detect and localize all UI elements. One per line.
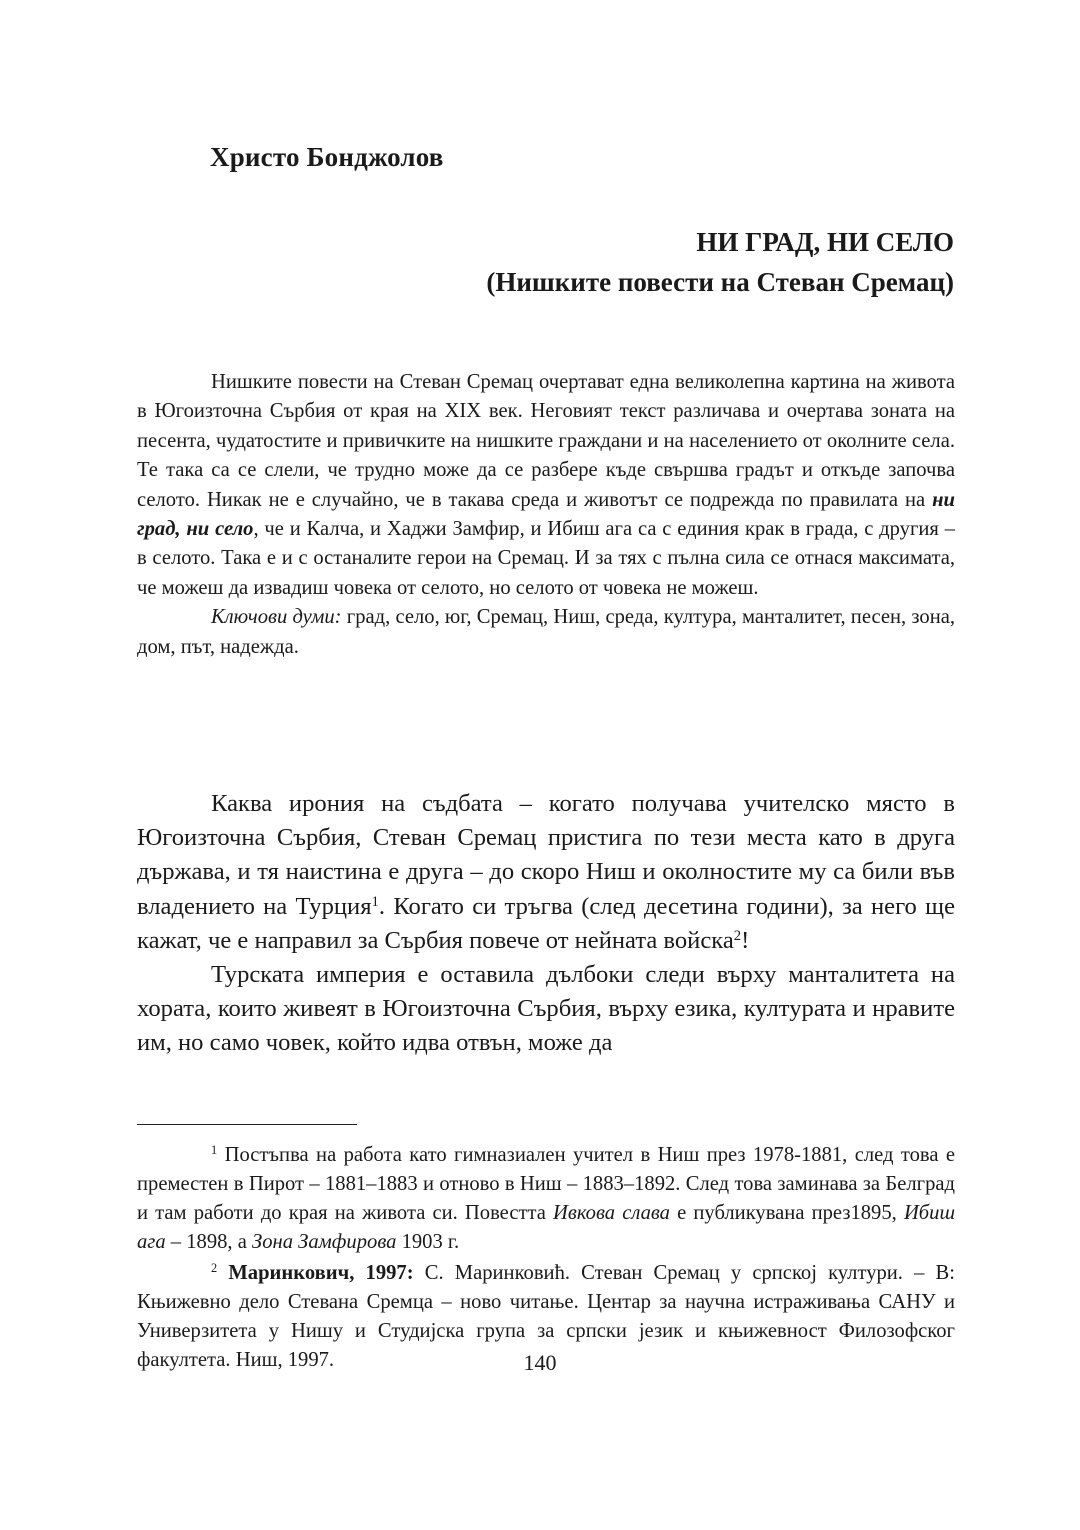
author-name: Христо Бонджолов	[210, 142, 444, 172]
keywords-label: Ключови думи:	[211, 606, 342, 629]
body-paragraph-2: Турската империя е оставила дълбоки следи върху манталитета на хората, които живеят в Югоизточна Сърбия, върху езика, културата и нравите им, но само човек, който идва отвън, може да	[137, 961, 955, 1057]
page-number: 140	[523, 1350, 557, 1375]
abstract	[137, 368, 955, 662]
article-title	[486, 222, 954, 302]
footnote-number: 2	[211, 1261, 218, 1276]
keywords-list: град, село, юг, Сремац, Ниш, среда, култура, манталитет, песен, зона, дом, път, надежда.	[137, 606, 956, 658]
body-paragraph-1: Каква ирония на съдбата – когато получава учителско място в Югоизточна Сърбия, Стеван Сремац пристига по тези места като в друга държава, и тя наистина е друга – до скоро Ниш и околностите му са били във владението на Турция$^1$. Когато си тръгва (след десетина години), за него ще кажат, че е направил за Сърбия повече от нейната войска$^2$!	[137, 790, 955, 954]
footnote-2: $^2$ Маринкович, 1997: С. Маринковић. Стеван Сремац у српској култури. – В: Књижевно дело Стевана Сремца – ново читање. Центар за научна истраживања САНУ и Универзитета у Нишу и Студијска група за српски језик и књижевност Филозофског факултета. Ниш, 1997.	[137, 1261, 956, 1371]
title-line-1: НИ ГРАД, НИ СЕЛО	[696, 227, 954, 257]
citation-author: Маринкович, 1997:	[217, 1262, 414, 1284]
emphasis-phrase: ни град, ни село	[137, 488, 955, 541]
abstract-paragraph: Нишките повести на Стеван Сремац очертават една великолепна картина на живота в Югоизточна Сърбия от края на XIX век. Неговият текст различава и очертава зоната на песента, чудатостите и привичките на нишките граждани и на населението от околните села. Те така са се слели, че трудно може да се разбере къде свършва градът и откъде започва селото. Никак не е случайно, че в такава среда и животът се подрежда по правилата на ни град, ни село, че и Калча, и Хаджи Замфир, и Ибиш ага са с единия крак в града, с другия – в селото. Така е и с останалите герои на Сремац. И за тях с пълна сила се отнася максимата, че можеш да извадиш човека от селото, но селото от човека не можеш.	[137, 371, 956, 599]
footnote-separator	[137, 1124, 357, 1125]
footnotes	[137, 1141, 955, 1375]
main-text	[137, 787, 955, 1061]
footnote-1: $^1$ Постъпва на работа като гимназиален учител в Ниш през 1978-1881, след това е преместен в Пирот – 1881–1883 и отново в Ниш – 1883–1892. След това заминава за Белград и там работи до края на живота си. Повестта Ивкова слава е публикувана през1895, Ибиш ага – 1898, а Зона Замфирова 1903 г.	[137, 1143, 956, 1253]
footnote-ref-2[interactable]: 2	[733, 927, 742, 944]
title-line-2: (Нишките повести на Стеван Сремац)	[486, 267, 954, 297]
footnote-number: 1	[211, 1143, 218, 1158]
keywords	[137, 603, 955, 662]
footnote-ref-1[interactable]: 1	[371, 893, 379, 910]
